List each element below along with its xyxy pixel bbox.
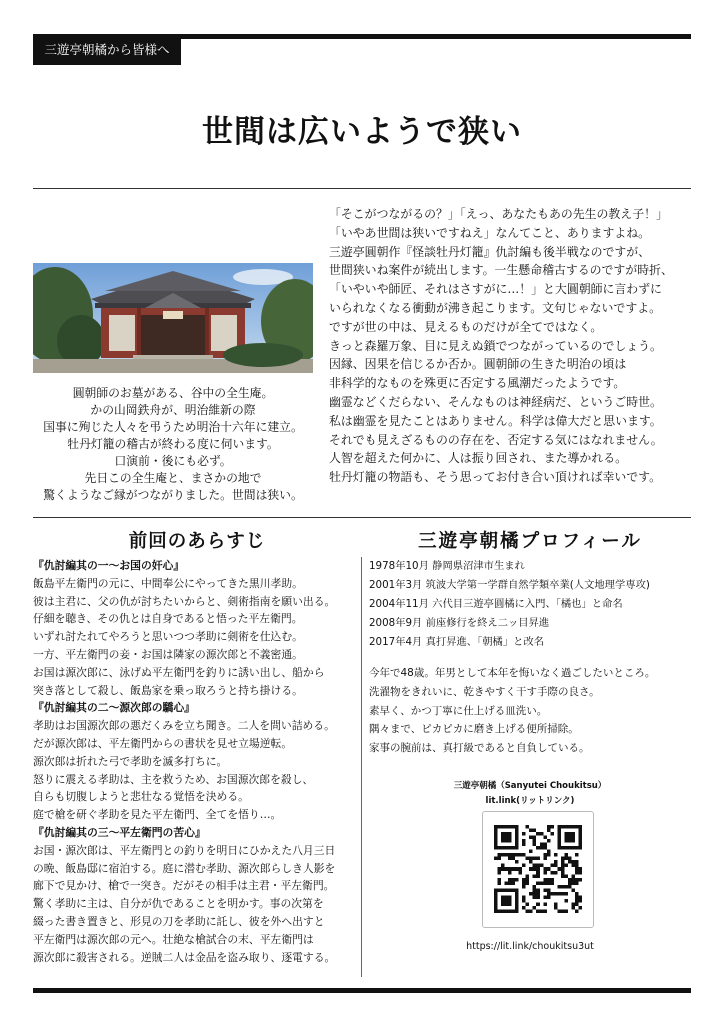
intro-line: 隅々まで、ピカピカに磨き上げる便所掃除。 (369, 723, 579, 736)
synopsis-heading: 『仇討編其の一〜お国の奸心』 (33, 559, 185, 572)
intro-line: 今年で48歳。年男として本年を悔いなく過ごしたいところ。 (369, 667, 656, 679)
caption-line: かの山岡鉄舟が、明治維新の際 (90, 403, 256, 417)
essay-line: いられなくなる衝動が沸き起こります。文句じゃないですよ。 (329, 300, 661, 315)
synopsis-line: 突き落として殺し、飯島家を乗っ取ろうと持ち掛ける。 (33, 683, 303, 697)
synopsis-line: 源次郎は折れた弓で孝助を滅多打ちに。 (33, 754, 228, 768)
intro-line: 素早く、かつ丁寧に仕上げる皿洗い。 (369, 704, 548, 717)
synopsis-line: 彼は主君に、父の仇が討ちたいからと、剣術指南を願い出る。 (33, 594, 336, 608)
essay-text (329, 205, 691, 487)
title-divider (33, 188, 691, 189)
header-tag: 三遊亭朝橘から皆様へ (33, 34, 181, 65)
column-divider (361, 557, 362, 977)
synopsis-line: 源次郎に殺害される。逆賊二人は金品を盗み取り、逐電する。 (33, 950, 336, 964)
synopsis-line: 怒りに震える孝助は、主を救うため、お国源次郎を殺し、 (33, 772, 314, 786)
link-subtitle: lit.link(リットリンク) (485, 796, 575, 806)
page-title: 世間は広いようで狭い (202, 114, 522, 150)
synopsis-line: 庭で槍を研ぐ孝助を見た平左衛門、全てを悟り…。 (33, 808, 282, 822)
link-name: 三遊亭朝橘（Sanyutei Choukitsu） (453, 781, 607, 791)
synopsis-line: 飯島平左衛門の元に、中間奉公にやってきた黒川孝助。 (33, 576, 303, 590)
essay-line: 幽霊などくだらない、そんなものは神経病だ、というご時世。 (329, 394, 662, 409)
essay-line: 牡丹灯籠の物語も、そう思ってお付き合い頂ければ幸いです。 (329, 470, 661, 485)
qr-code-icon[interactable] (482, 811, 594, 928)
history-line: 1978年10月 静岡県沼津市生まれ (369, 560, 525, 572)
history-line: 2017年4月 真打昇進、「朝橘」と改名 (369, 636, 545, 648)
qr-code-icon (494, 825, 582, 913)
essay-line: ですが世の中は、見えるものだけが全てではなく。 (329, 319, 603, 334)
bottom-rule (33, 988, 691, 993)
profile-intro (369, 664, 691, 758)
essay-line: 三遊亭圓朝作『怪談牡丹灯籠』仇討編も後半戦なのですが、 (329, 244, 651, 259)
synopsis-line: いずれ討たれてやろうと思いつつ孝助に剣術を仕込む。 (33, 630, 303, 644)
synopsis-heading: 『仇討編其の二〜源次郎の驕心』 (33, 701, 195, 715)
synopsis-title: 前回のあらすじ (128, 531, 266, 552)
synopsis-line: 孝助はお国源次郎の悪だくみを立ち聞き。二人を問い詰める。 (33, 719, 335, 733)
essay-line: 非科学的なものを殊更に否定する風潮だったようです。 (329, 376, 626, 391)
caption-line: 圓朝師のお墓がある、谷中の全生庵。 (72, 386, 274, 400)
caption-line: 牡丹灯籠の稽古が終わる度に伺います。 (67, 437, 279, 451)
synopsis-line: 驚く孝助に主は、自分が仇であることを明かす。事の次第を (33, 897, 324, 911)
essay-line: 「そこがつながるの？」「えっ、あなたもあの先生の教え子！」 (329, 207, 668, 221)
caption-line: 驚くようなご縁がつながりました。世間は狭い。 (43, 488, 303, 502)
caption-line: 口演前・後にも必ず。 (114, 454, 232, 468)
synopsis-line: 一方、平左衛門の妾・お国は隣家の源次郎と不義密通。 (33, 647, 303, 661)
link-url[interactable]: https://lit.link/choukitsu3ut (466, 941, 594, 952)
essay-line: 「いやいや師匠、それはさすがに…！」と大圓朝師に言わずに (329, 282, 662, 297)
section-divider (33, 517, 691, 518)
synopsis-line: 自らも切腹しようと悲壮なる覚悟を決める。 (33, 790, 249, 804)
intro-line: 家事の腕前は、真打級であると自負している。 (369, 742, 590, 755)
top-rule (181, 34, 691, 39)
profile-history (369, 557, 691, 652)
essay-line: きっと森羅万象、目に見えぬ鎖でつながっているのでしょう。 (329, 338, 662, 353)
synopsis-line: 仔細を聴き、その仇とは自身であると悟った平左衛門。 (33, 612, 303, 626)
synopsis-line: 廊下で見かけ、槍で一突き。だがその相手は主君・平左衛門。 (33, 879, 335, 893)
temple-photo (33, 263, 313, 373)
essay-line: それでも見えざるものの存在を、否定する気にはなれません。 (329, 432, 663, 447)
history-line: 2004年11月 六代目三遊亭圓橘に入門、「橘也」と命名 (369, 598, 623, 610)
synopsis-line: 綴った書き置きと、形見の刀を孝助に託し、彼を外へ出すと (33, 914, 325, 928)
caption-line: 先日この全生庵と、まさかの地で (84, 471, 262, 485)
synopsis-line: お国は源次郎に、泳げぬ平左衛門を釣りに誘い出し、船から (33, 665, 325, 679)
synopsis-heading: 『仇討編其の三〜平左衛門の苦心』 (33, 825, 206, 839)
synopsis-line: お国・源次郎は、平左衛門との釣りを明日にひかえた八月三日 (33, 843, 336, 857)
synopsis-line: の晩、飯島邸に宿泊する。庭に潜む孝助、源次郎らしき人影を (33, 861, 336, 875)
essay-line: 「いやあ世間は狭いですねえ」なんてこと、ありますよね。 (329, 225, 651, 240)
history-line: 2008年9月 前座修行を終え二ッ目昇進 (369, 617, 550, 629)
essay-line: 人智を超えた何かに、人は振り回され、また導かれる。 (329, 451, 627, 466)
history-line: 2001年3月 筑波大学第一学群自然学類卒業(人文地理学専攻) (369, 579, 650, 591)
caption-line: 国事に殉じた人々を弔うため明治十六年に建立。 (43, 420, 303, 434)
essay-line: 因縁、因果を信じるか否か。圓朝師の生きた明治の頃は (329, 357, 627, 372)
synopsis-line: 平左衛門は源次郎の元へ。壮絶な槍試合の末、平左衛門は (33, 932, 314, 946)
profile-title: 三遊亭朝橘プロフィール (418, 531, 642, 552)
essay-line: 世間狭いね案件が続出します。一生懸命稽古するのですが時折、 (329, 263, 673, 278)
intro-line: 洗濯物をきれいに、乾きやすく干す手際の良さ。 (369, 685, 600, 698)
synopsis-line: だが源次郎は、平左衛門からの書状を見せ立場逆転。 (33, 736, 293, 750)
synopsis-text (33, 557, 361, 966)
essay-line: 私は幽霊を見たことはありません。科学は偉大だと思います。 (329, 413, 662, 428)
photo-caption (33, 385, 313, 504)
